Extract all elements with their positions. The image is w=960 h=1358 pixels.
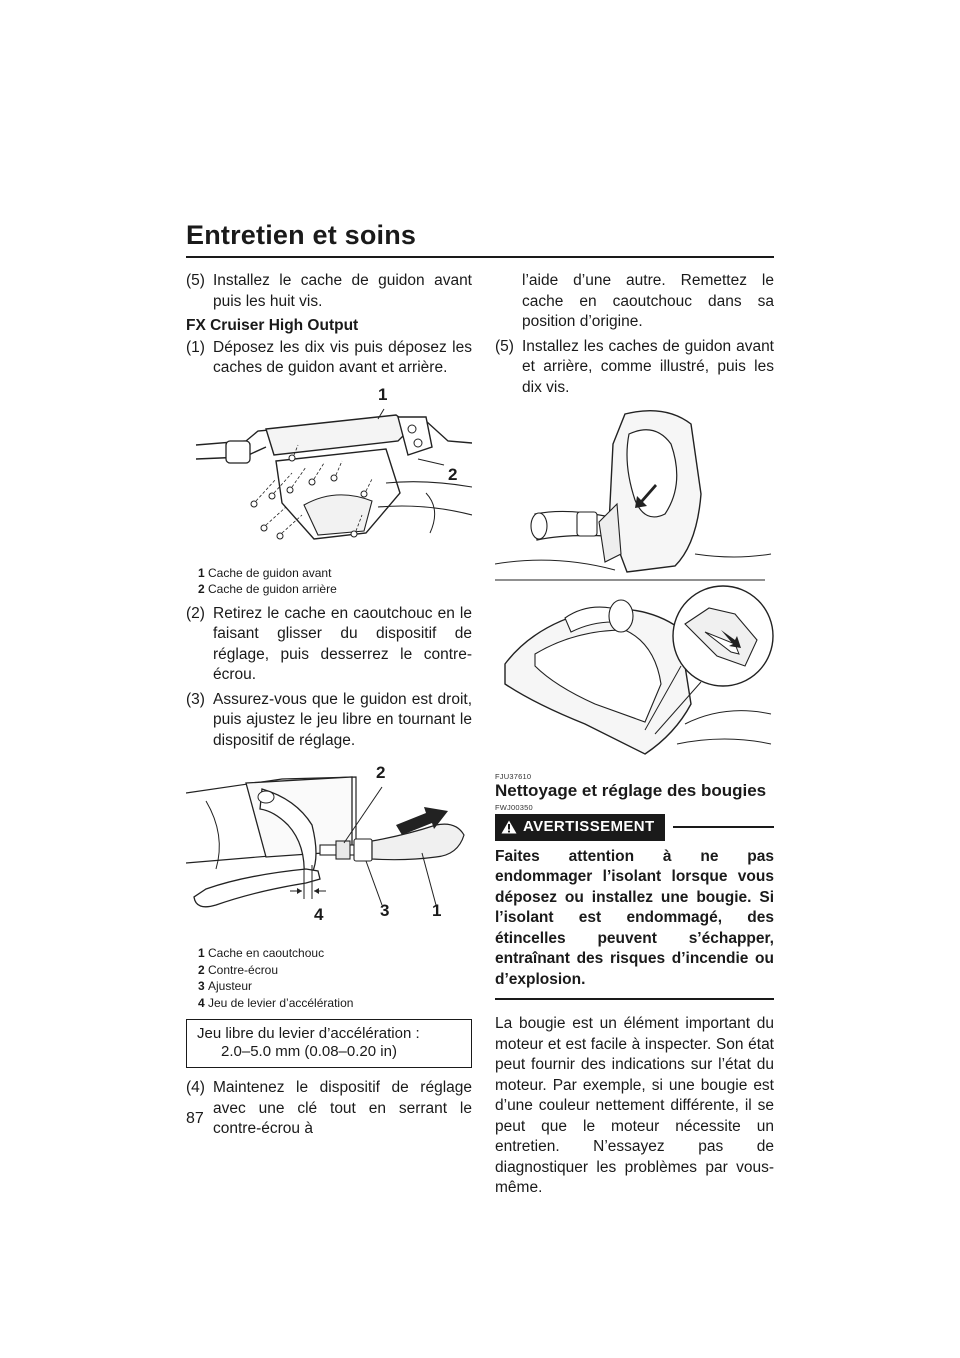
legend-item: 1 Cache en caoutchouc [198, 946, 325, 960]
warning-end-rule [495, 998, 774, 1000]
figure-covers-installation [495, 404, 774, 762]
step-1-remove-screws [186, 338, 472, 379]
step-text: Installez le cache de guidon avant puis les huit vis. [213, 272, 472, 310]
figure-callout-1: 1 [432, 901, 442, 920]
throttle-adjuster-illustration [186, 765, 472, 943]
warning-label: AVERTISSEMENT [523, 818, 655, 835]
step-number: (2) [186, 604, 205, 622]
figure-callout-1: 1 [378, 384, 388, 404]
step-text: Déposez les dix vis puis déposez les caches de guidon avant et arrière. [213, 338, 472, 376]
step-3-adjust-free-play [186, 690, 472, 752]
step-5-install-front-cover [186, 271, 472, 312]
spec-box-free-play [186, 1019, 472, 1068]
legend-item: 3 Ajusteur [198, 979, 253, 993]
step-text: Installez les caches de guidon avant et arrière, comme illustré, puis les dix vis. [522, 337, 774, 396]
warning-badge [495, 814, 665, 841]
step-4-tighten-locknut [186, 1078, 472, 1140]
step-number: (5) [495, 337, 514, 355]
section-heading: Nettoyage et réglage des bougies [495, 781, 767, 800]
legend-item: 4 Jeu de levier d’accélération [198, 995, 354, 1010]
figure-callout-3: 3 [380, 901, 390, 920]
figure-legend-covers [198, 565, 472, 598]
step-number: (4) [186, 1079, 205, 1096]
model-subheading: FX Cruiser High Output [186, 317, 359, 334]
legend-item: 2 Cache de guidon arrière [198, 582, 337, 596]
right-column [495, 271, 774, 1199]
figure-callout-4: 4 [314, 905, 324, 924]
step-text: Assurez-vous que le guidon est droit, puis ajustez le jeu libre en tournant le dispositif de réglage. [213, 690, 472, 749]
warning-triangle-icon [501, 820, 517, 834]
step-text: Retirez le cache en caoutchouc en le faisant glisser du dispositif de réglage, puis desserrez le contre-écrou. [213, 604, 472, 683]
step-4-continued: l’aide d’une autre. Remettez le cache en caoutchouc dans sa position d’origine. [522, 272, 774, 330]
section-code: FJU37610 [495, 772, 532, 781]
figure-legend-adjuster [198, 945, 472, 1011]
page-title: Entretien et soins [186, 220, 417, 250]
figure-callout-2: 2 [448, 464, 458, 484]
step-number: (3) [186, 690, 205, 708]
figure-throttle-adjuster [186, 765, 472, 943]
left-column [186, 271, 472, 1144]
legend-item: 2 Contre-écrou [198, 962, 279, 977]
step-2-remove-rubber-cover [186, 604, 472, 686]
legend-item: 1 Cache de guidon avant [198, 565, 332, 580]
step-5-install-covers [495, 337, 774, 399]
spec-value: 2.0–5.0 mm (0.08–0.20 in) [221, 1043, 397, 1060]
spark-plug-body-text: La bougie est un élément important du moteur et est facile à inspecter. Son état peut fournir des indications sur l’état du moteur. Par exemple, si une bougie est d’une couleur nettement différente, il se peut que le moteur nécessite un entretien. N’essayez pas de diagnostiquer les problèmes par vous-même. [495, 1015, 774, 1196]
title-rule [186, 256, 774, 258]
handlebar-covers-illustration [186, 383, 472, 563]
warning-code: FWJ00350 [495, 803, 533, 812]
spec-label: Jeu libre du levier d’accélération : [197, 1025, 420, 1042]
warning-rule [673, 826, 774, 828]
figure-callout-2: 2 [376, 763, 386, 782]
step-text: Maintenez le dispositif de réglage avec une clé tout en serrant le contre-écrou à [213, 1079, 472, 1137]
warning-text: Faites attention à ne pas endommager l’isolant lorsque vous déposez ou installez une bougie. Si l’isolant est endommagé, des étincelles peuvent s’échapper, entraînant des risques d’incendie ou d’explosion. [495, 847, 774, 988]
covers-installation-illustration [495, 404, 774, 762]
page-number: 87 [186, 1110, 204, 1127]
figure-handlebar-covers [186, 383, 472, 563]
step-number: (5) [186, 272, 205, 289]
step-number: (1) [186, 338, 205, 356]
warning-header [495, 814, 774, 841]
